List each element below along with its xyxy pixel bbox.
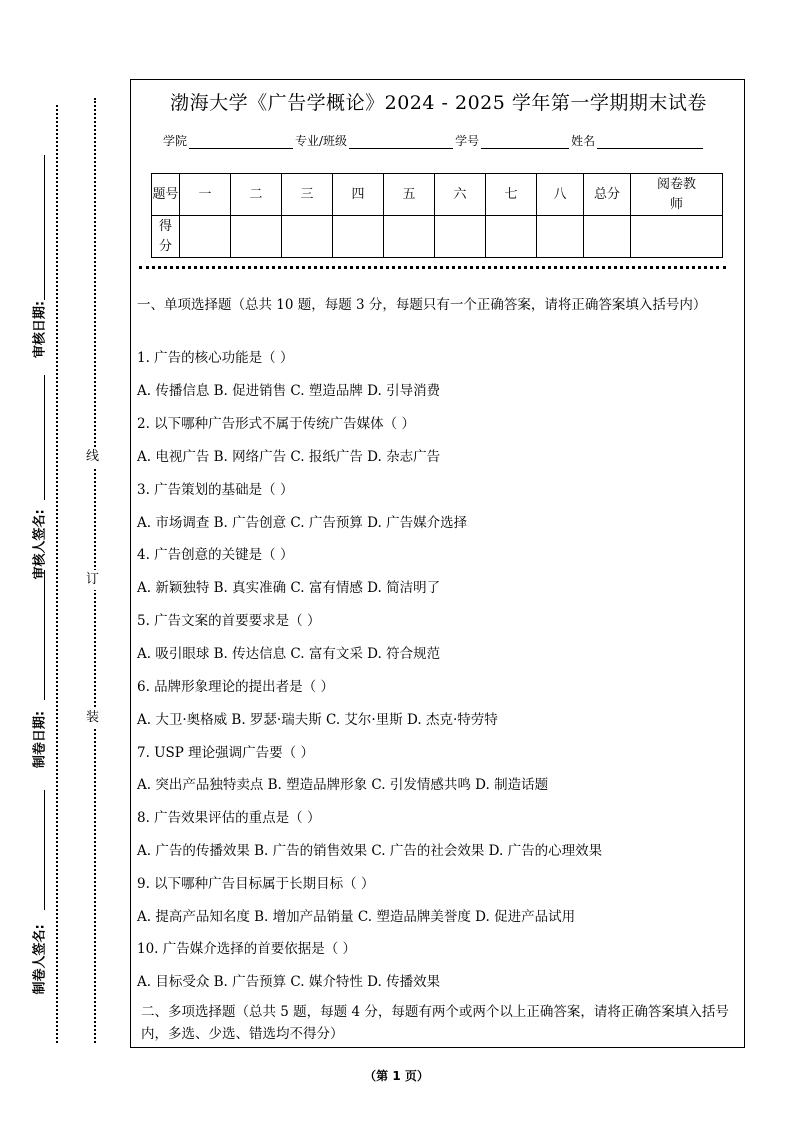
- score-cell[interactable]: [282, 216, 333, 258]
- college-label: 学院: [163, 134, 188, 148]
- score-col-2: 二: [231, 174, 282, 216]
- question-5: 5. 广告文案的首要要求是（ ）: [137, 613, 321, 629]
- name-field[interactable]: [597, 134, 703, 149]
- score-col-7: 七: [486, 174, 537, 216]
- question-8: 8. 广告效果评估的重点是（ ）: [137, 810, 321, 826]
- binding-char-bind: 装: [86, 708, 99, 728]
- question-7: 7. USP 理论强调广告要（ ）: [137, 745, 314, 761]
- score-col-6: 六: [435, 174, 486, 216]
- major-class-field[interactable]: [349, 134, 453, 149]
- score-col-grader: 阅卷教师: [631, 174, 723, 216]
- score-cell[interactable]: [486, 216, 537, 258]
- score-table-header-row: [152, 174, 723, 216]
- options-6: A. 大卫·奥格威 B. 罗瑟·瑞夫斯 C. 艾尔·里斯 D. 杰克·特劳特: [137, 712, 498, 728]
- score-row-label: 得分: [152, 216, 180, 258]
- reviewer-signature-line: [44, 375, 45, 500]
- score-col-5: 五: [384, 174, 435, 216]
- score-cell[interactable]: [180, 216, 231, 258]
- paper-date-label: 制卷日期:: [32, 710, 48, 769]
- options-4: A. 新颖独特 B. 真实准确 C. 富有情感 D. 简洁明了: [137, 580, 441, 596]
- question-1: 1. 广告的核心功能是（ ）: [137, 350, 294, 366]
- score-cell[interactable]: [231, 216, 282, 258]
- section1-heading: 一、单项选择题（总共 10 题，每题 3 分，每题只有一个正确答案，请将正确答案填入括号内）: [137, 297, 707, 313]
- student-info-row: [163, 132, 705, 149]
- student-id-field[interactable]: [481, 134, 569, 149]
- options-2: A. 电视广告 B. 网络广告 C. 报纸广告 D. 杂志广告: [137, 449, 441, 465]
- options-3: A. 市场调查 B. 广告创意 C. 广告预算 D. 广告媒介选择: [137, 515, 468, 531]
- score-table-score-row: [152, 216, 723, 258]
- score-cell[interactable]: [435, 216, 486, 258]
- paper-maker-signature-label: 制卷人签名:: [32, 924, 48, 995]
- score-col-8: 八: [537, 174, 584, 216]
- score-col-total: 总分: [584, 174, 631, 216]
- paper-date-line: [44, 570, 45, 700]
- options-5: A. 吸引眼球 B. 传达信息 C. 富有文采 D. 符合规范: [137, 646, 441, 662]
- question-10: 10. 广告媒介选择的首要依据是（ ）: [137, 941, 357, 957]
- score-table: [151, 173, 723, 258]
- score-cell[interactable]: [584, 216, 631, 258]
- options-8: A. 广告的传播效果 B. 广告的销售效果 C. 广告的社会效果 D. 广告的心理效果: [137, 843, 603, 859]
- score-cell[interactable]: [631, 216, 723, 258]
- exam-title: 渤海大学《广告学概论》2024 - 2025 学年第一学期期末试卷: [170, 92, 707, 114]
- exam-paper: [130, 79, 745, 1048]
- question-9: 9. 以下哪种广告目标属于长期目标（ ）: [137, 876, 375, 892]
- question-2: 2. 以下哪种广告形式不属于传统广告媒体（ ）: [137, 416, 415, 432]
- major-class-label: 专业/班级: [295, 134, 348, 148]
- options-7: A. 突出产品独特卖点 B. 塑造品牌形象 C. 引发情感共鸣 D. 制造话题: [137, 777, 549, 793]
- score-cell[interactable]: [384, 216, 435, 258]
- score-col-4: 四: [333, 174, 384, 216]
- question-6: 6. 品牌形象理论的提出者是（ ）: [137, 679, 334, 695]
- score-cell[interactable]: [333, 216, 384, 258]
- binding-char-line: 线: [86, 447, 99, 467]
- score-table-header-label: 题号: [152, 174, 180, 216]
- cut-dotted-line: [56, 105, 58, 1043]
- score-col-3: 三: [282, 174, 333, 216]
- reviewer-signature-label: 审核人签名:: [32, 509, 48, 580]
- options-9: A. 提高产品知名度 B. 增加产品销量 C. 塑造品牌美誉度 D. 促进产品试用: [137, 909, 576, 925]
- college-field[interactable]: [189, 134, 293, 149]
- question-3: 3. 广告策划的基础是（ ）: [137, 482, 294, 498]
- binding-char-staple: 订: [86, 570, 99, 590]
- review-date-label: 审核日期:: [32, 300, 48, 359]
- options-10: A. 目标受众 B. 广告预算 C. 媒介特性 D. 传播效果: [137, 974, 441, 990]
- paper-maker-signature-line: [44, 790, 45, 910]
- score-cell[interactable]: [537, 216, 584, 258]
- page-number: （第 1 页）: [364, 1069, 429, 1083]
- name-label: 姓名: [571, 134, 596, 148]
- options-1: A. 传播信息 B. 促进销售 C. 塑造品牌 D. 引导消费: [137, 383, 441, 399]
- student-id-label: 学号: [455, 134, 480, 148]
- question-4: 4. 广告创意的关键是（ ）: [137, 547, 294, 563]
- section-divider: [139, 266, 726, 269]
- section2-heading: 二、多项选择题（总共 5 题，每题 4 分，每题有两个或两个以上正确答案，请将正确答案填入括号内，多选、少选、错选均不得分）: [141, 1004, 729, 1042]
- binding-margin: [0, 0, 128, 1122]
- review-date-line: [44, 155, 45, 300]
- score-col-1: 一: [180, 174, 231, 216]
